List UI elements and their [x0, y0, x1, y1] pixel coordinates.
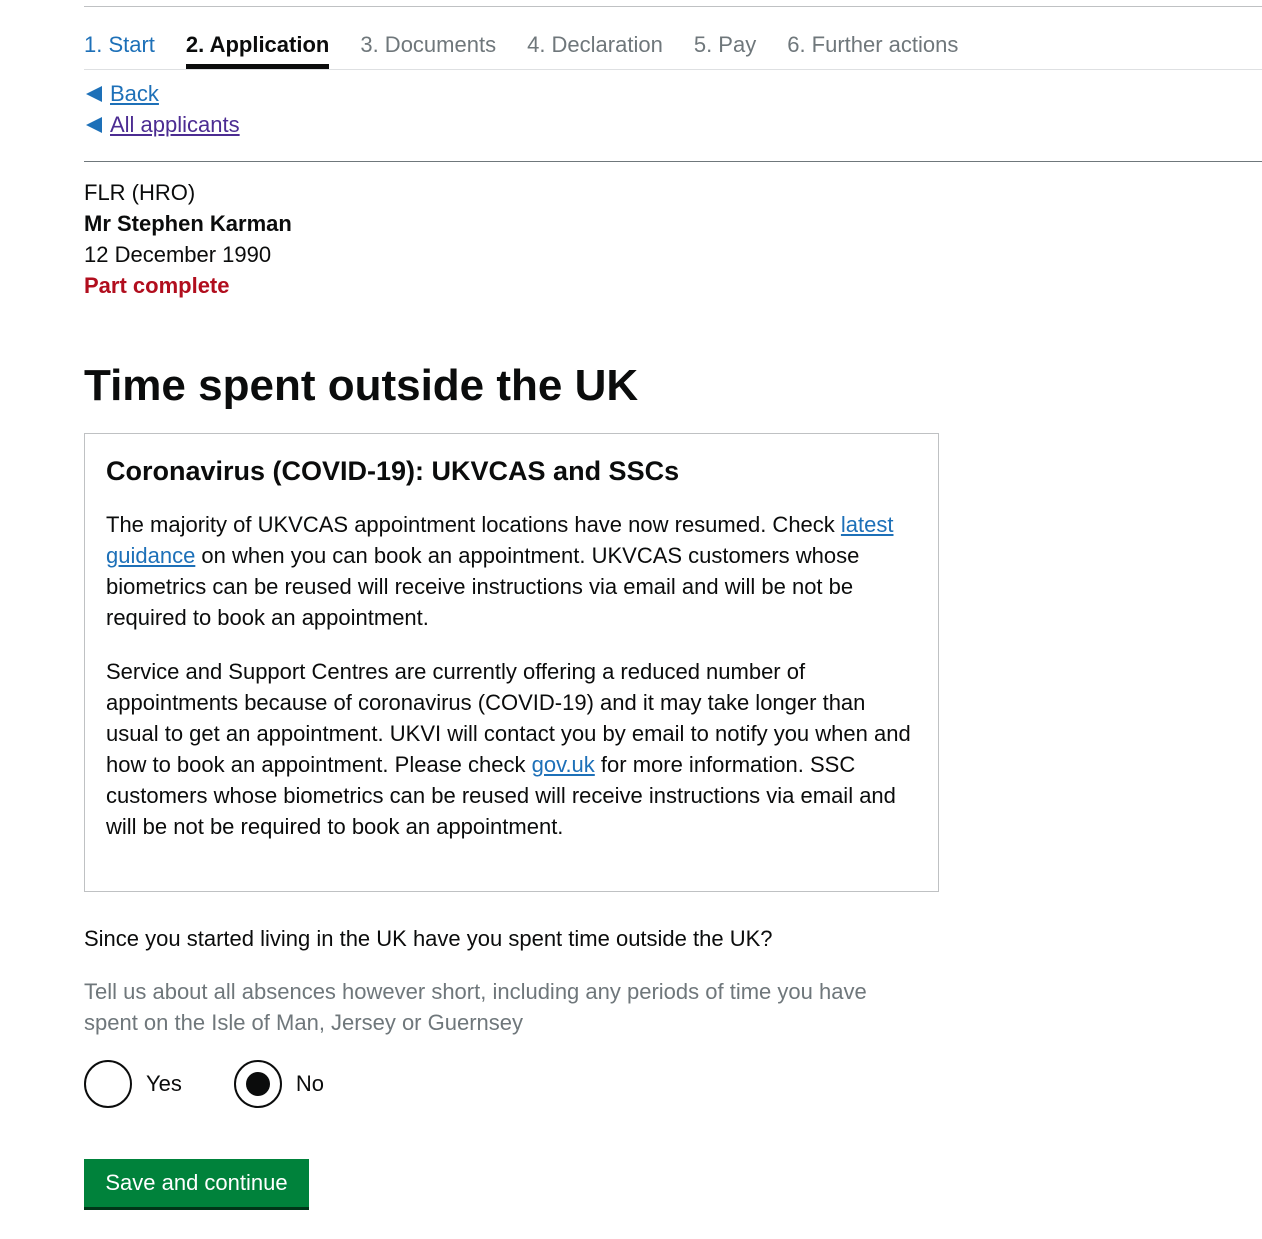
triangle-left-icon	[86, 86, 102, 102]
question-label: Since you started living in the UK have you spent time outside the UK?	[84, 926, 773, 951]
step-start[interactable]: 1. Start	[84, 32, 155, 57]
question-hint: Tell us about all absences however short, including any periods of time you have spent on the Isle of Man, Jersey or Guernsey	[84, 979, 867, 1035]
notice-paragraph-2: Service and Support Centres are currently offering a reduced number of appointments because of coronavirus (COVID-19) and it may take longer than usual to get an appointment. UKVI will contact you by email to notify you when and how to book an appointment. Please check gov.uk for more information. SSC customers whose biometrics can be reused will receive instructions via email and will be not be required to book an appointment.	[106, 659, 911, 839]
radio-yes-label[interactable]: Yes	[146, 1071, 182, 1096]
back-links	[84, 78, 240, 140]
radio-yes[interactable]	[84, 1060, 182, 1108]
radio-unchecked-icon[interactable]	[84, 1060, 132, 1108]
top-divider	[84, 6, 1262, 7]
page-title: Time spent outside the UK	[84, 361, 639, 410]
application-route: FLR (HRO)	[84, 180, 196, 205]
section-divider	[84, 161, 1262, 162]
radio-no[interactable]	[234, 1060, 324, 1108]
gov-uk-link[interactable]: gov.uk	[531, 752, 595, 777]
step-declaration: 4. Declaration	[527, 32, 663, 57]
notice-paragraph-1: The majority of UKVCAS appointment locations have now resumed. Check latest guidance on when you can book an appointment. UKVCAS customers whose biometrics can be reused will receive instructions via email and will be not be required to book an appointment.	[106, 512, 894, 630]
applicant-dob: 12 December 1990	[84, 242, 272, 267]
applicant-summary	[84, 177, 292, 301]
step-further-actions: 6. Further actions	[787, 32, 959, 57]
latest-guidance-link[interactable]: latest guidance	[106, 512, 894, 568]
yes-no-radio-group	[84, 1060, 376, 1108]
status-badge: Part complete	[84, 273, 230, 298]
step-application[interactable]: 2. Application	[186, 28, 329, 69]
radio-no-label[interactable]: No	[295, 1071, 325, 1096]
step-pay: 5. Pay	[693, 32, 757, 57]
back-link-row	[84, 78, 240, 109]
notice-heading: Coronavirus (COVID-19): UKVCAS and SSCs	[106, 456, 680, 486]
covid-notice-panel	[84, 433, 939, 892]
save-and-continue-button[interactable]: Save and continue	[84, 1159, 309, 1210]
triangle-left-icon	[86, 117, 102, 133]
all-applicants-link-row	[84, 109, 240, 140]
back-link[interactable]: Back	[110, 80, 159, 106]
all-applicants-link[interactable]: All applicants	[110, 111, 240, 137]
applicant-name: Mr Stephen Karman	[84, 211, 292, 236]
progress-steps	[84, 28, 1262, 70]
step-documents: 3. Documents	[360, 32, 497, 57]
radio-checked-icon[interactable]	[234, 1060, 282, 1108]
